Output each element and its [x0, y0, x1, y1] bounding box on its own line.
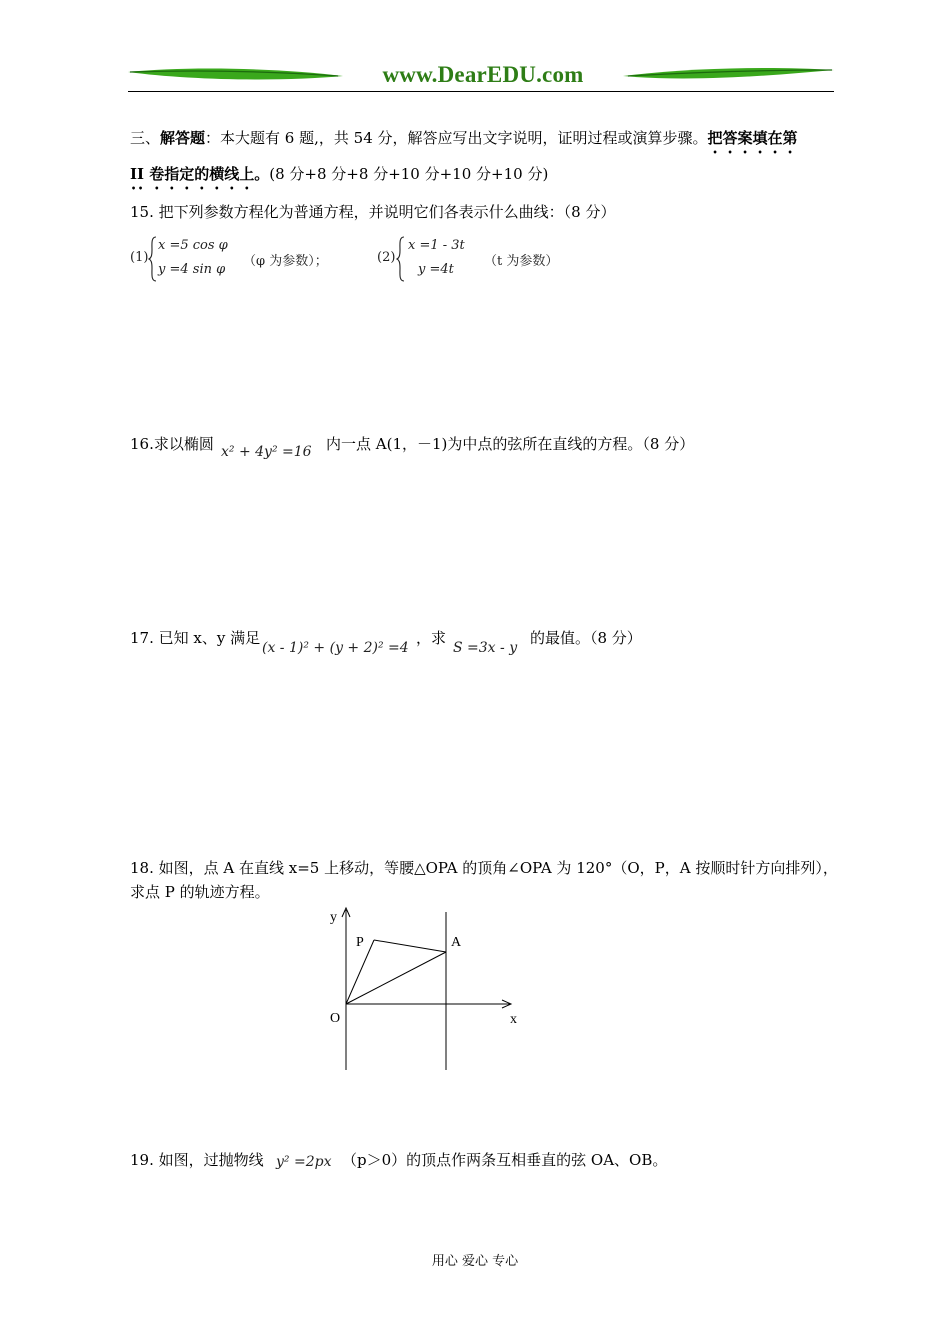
question-16-suffix: 内一点 A(1，－1)为中点的弦所在直线的方程。（8 分） [326, 435, 695, 453]
header-rule [128, 91, 834, 92]
question-18-line-1: 18. 如图，点 A 在直线 x=5 上移动，等腰△OPA 的顶角∠OPA 为 120°（O，P，A 按顺时针方向排列）， [130, 859, 838, 877]
question-16-prefix: 16.求以椭圆 [130, 435, 214, 453]
q15-part1-note: （φ 为参数）； [243, 254, 328, 269]
q15-part1-eq1: x =5 cos φ [158, 238, 228, 253]
question-18-line-2: 求点 P 的轨迹方程。 [130, 883, 270, 901]
q15-part2-note: （t 为参数） [484, 254, 559, 269]
figure-label-y: y [330, 910, 337, 925]
q15-part2-eq2: y =4t [418, 262, 454, 277]
page-footer: 用心 爱心 专心 [431, 1254, 519, 1269]
q15-part2-label: (2) [377, 250, 396, 265]
section-instruction-a: 把答案填在第 [707, 129, 798, 147]
question-18-figure [300, 900, 540, 1080]
section-points: (8 分+8 分+8 分+10 分+10 分+10 分) [269, 165, 549, 183]
section-instruction-line [130, 164, 548, 193]
question-19-formula: y² =2px [276, 1154, 332, 1170]
section-heading-line [130, 128, 798, 157]
question-17-mid: ，求 [416, 629, 447, 647]
question-17-formula-1: (x - 1)² + (y + 2)² =4 [262, 640, 409, 656]
question-19-prefix: 19. 如图，过抛物线 [130, 1151, 264, 1169]
question-16-formula: x² + 4y² =16 [221, 444, 312, 460]
question-17-prefix: 17. 已知 x、y 满足 [130, 629, 261, 647]
figure-label-o: O [330, 1011, 341, 1026]
question-19-mid: （p＞0）的顶点作两条互相垂直的弦 OA、OB。 [342, 1151, 668, 1169]
site-logo-text: www.DearEDU.com [382, 62, 584, 87]
figure-label-a: A [451, 935, 462, 950]
q15-part1-eq2: y =4 sin φ [158, 262, 226, 277]
q15-part2-eq1: x =1 - 3t [408, 238, 465, 253]
q15-part1-brace [148, 236, 158, 282]
site-header [128, 62, 834, 94]
figure-label-x: x [510, 1012, 517, 1027]
section-intro: ：本大题有 6 题,，共 54 分，解答应写出文字说明，证明过程或演算步骤。 [205, 129, 708, 147]
figure-label-p: P [356, 935, 364, 950]
question-17-suffix: 的最值。（8 分） [530, 629, 642, 647]
q15-part1-label: (1) [130, 250, 149, 265]
question-15-text: 15. 把下列参数方程化为普通方程，并说明它们各表示什么曲线：（8 分） [130, 203, 616, 221]
q15-part2-brace [396, 236, 406, 282]
section-heading: 解答题 [160, 129, 206, 147]
figure-segment-oa [346, 952, 446, 1004]
question-17-formula-2: S =3x - y [453, 640, 518, 656]
section-prefix: 三、 [130, 129, 161, 147]
section-instruction-b: II 卷指定的横线上。 [130, 165, 270, 183]
figure-segment-pa [374, 940, 446, 952]
